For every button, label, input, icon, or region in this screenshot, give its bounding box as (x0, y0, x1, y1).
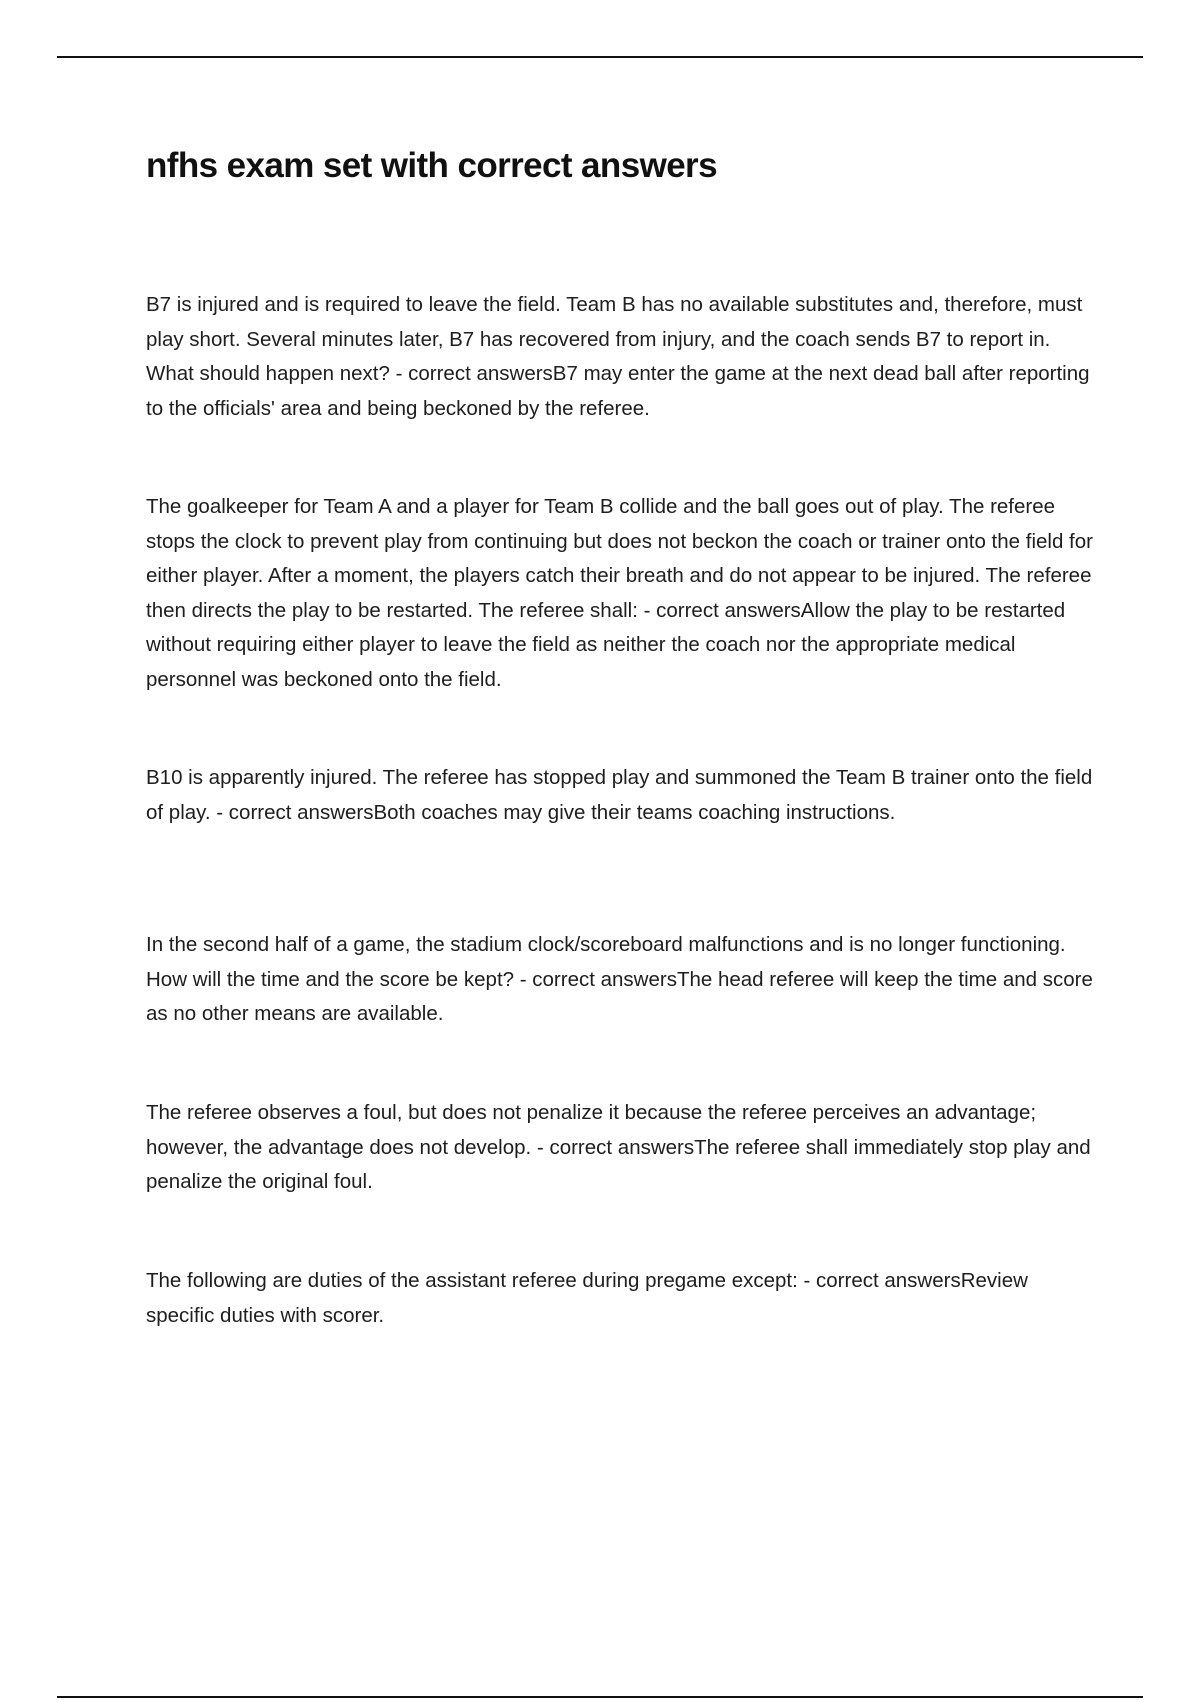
question-answer-paragraph: The following are duties of the assistant referee during pregame except: - correct answersReview specific duties with scorer. (146, 1269, 1028, 1327)
question-answer-paragraph: The referee observes a foul, but does not penalize it because the referee perceives an advantage; however, the advantage does not develop. - correct answersThe referee shall immediately stop play and penalize the original foul. (146, 1101, 1091, 1193)
bottom-divider (57, 1696, 1143, 1698)
question-answer-paragraph: In the second half of a game, the stadium clock/scoreboard malfunctions and is no longer functioning. How will the time and the score be kept? - correct answersThe head referee will keep the time and score as no other means are available. (146, 933, 1093, 1025)
question-answer-paragraph: B10 is apparently injured. The referee has stopped play and summoned the Team B trainer onto the field of play. - correct answersBoth coaches may give their teams coaching instructions. (146, 766, 1093, 824)
question-answer-paragraph: B7 is injured and is required to leave the field. Team B has no available substitutes and, therefore, must play short. Several minutes later, B7 has recovered from injury, and the coach sends B7 to report in. What should happen next? - correct answersB7 may enter the game at the next dead ball after reporting to the officials' area and being beckoned by the referee. (146, 293, 1090, 420)
top-divider (57, 56, 1143, 58)
document-title: nfhs exam set with correct answers (146, 146, 717, 185)
question-answer-paragraph: The goalkeeper for Team A and a player for Team B collide and the ball goes out of play. The referee stops the clock to prevent play from continuing but does not beckon the coach or trainer onto the field for either player. After a moment, the players catch their breath and do not appear to be injured. The referee then directs the play to be restarted. The referee shall: - correct answersAllow the play to be restarted without requiring either player to leave the field as neither the coach nor the appropriate medical personnel was beckoned onto the field. (146, 495, 1093, 691)
